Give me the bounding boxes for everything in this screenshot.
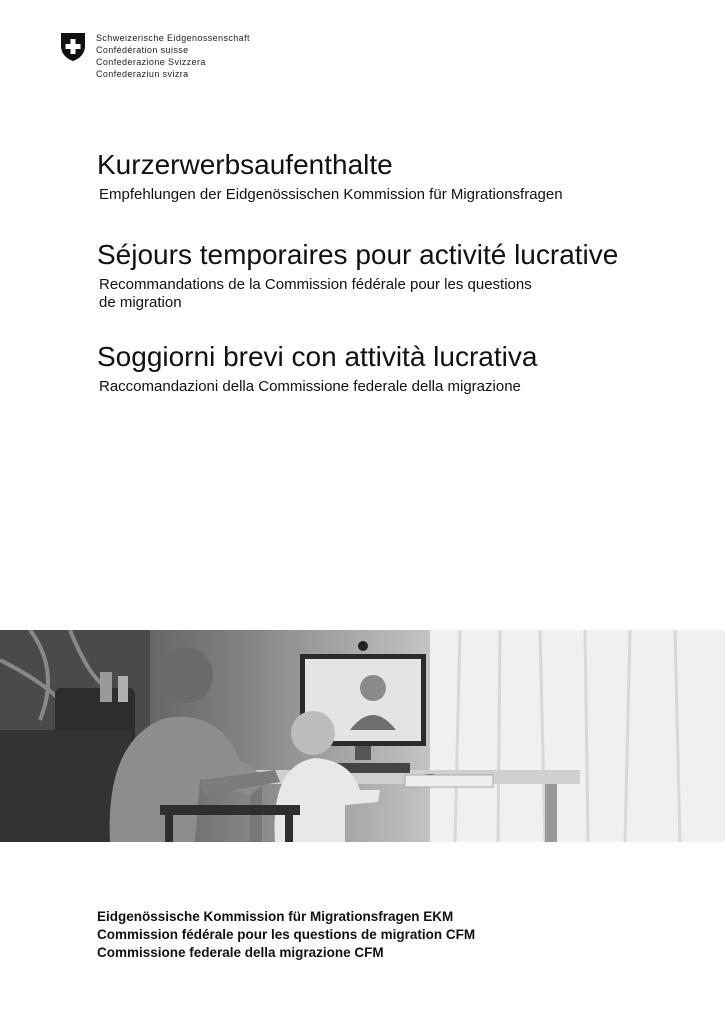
subtitle-fr (99, 276, 697, 312)
subtitle-it-line-1: Raccomandazioni della Commissione federale della migrazione (99, 378, 521, 395)
photo-man-child-video-call-icon (0, 630, 725, 842)
section-french (97, 238, 697, 312)
subtitle-fr-line-2: de migration (99, 294, 182, 311)
subtitle-de (99, 186, 697, 204)
subtitle-fr-line-1: Recommandations de la Commission fédérale pour les questions (99, 276, 532, 293)
federal-header (60, 32, 250, 80)
gov-name-rm: Confederaziun svizra (96, 69, 189, 79)
government-names (96, 32, 250, 80)
gov-name-fr: Confédération suisse (96, 45, 189, 55)
swiss-crest-icon (60, 32, 86, 62)
footer-line-it: Commissione federale della migrazione CFM (97, 945, 384, 960)
page-title-it: Soggiorni brevi con attività lucrativa (97, 341, 538, 372)
section-german (97, 148, 697, 204)
gov-name-it: Confederazione Svizzera (96, 57, 206, 67)
subtitle-de-line-1: Empfehlungen der Eidgenössischen Kommission für Migrationsfragen (99, 186, 563, 203)
subtitle-it (99, 378, 697, 396)
footer-line-fr: Commission fédérale pour les questions de migration CFM (97, 927, 476, 942)
footer-line-de: Eidgenössische Kommission für Migrationsfragen EKM (97, 909, 454, 924)
page-title-de: Kurzerwerbsaufenthalte (97, 149, 393, 180)
gov-name-de: Schweizerische Eidgenossenschaft (96, 33, 250, 43)
cover-photo (0, 630, 725, 842)
footer-commission-names (97, 908, 475, 962)
section-italian (97, 340, 697, 396)
page-title-fr: Séjours temporaires pour activité lucrative (97, 239, 619, 270)
